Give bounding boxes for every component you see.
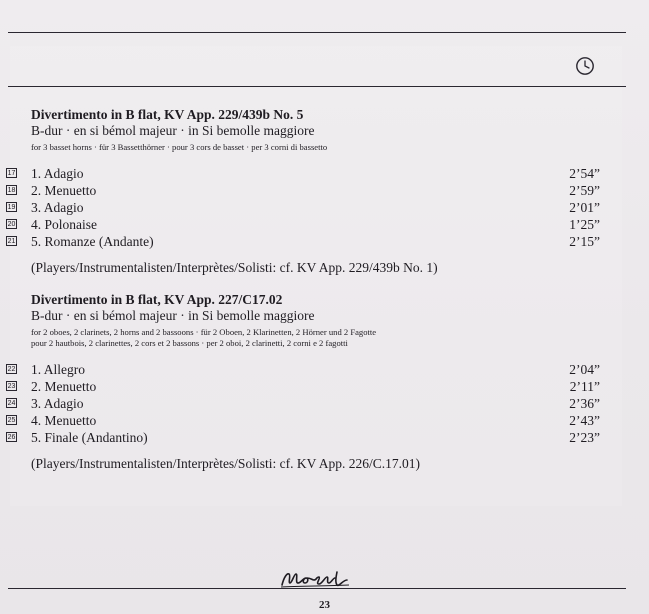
- track-title: 5. Finale (Andantino): [31, 430, 148, 445]
- track-row: [6, 395, 600, 412]
- track-number-badge: 24: [7, 400, 16, 407]
- track-duration: 2’36”: [569, 396, 600, 411]
- track-number-badge: 17: [7, 170, 16, 177]
- track-duration: 1’25”: [569, 217, 600, 232]
- track-title: 3. Adagio: [31, 396, 84, 411]
- track-row: [6, 233, 600, 250]
- track-number-badge: 19: [7, 204, 16, 211]
- track-title: 1. Allegro: [31, 362, 85, 377]
- mozart-signature-icon: [279, 568, 353, 590]
- work2-instrumentation-line1: for 2 oboes, 2 clarinets, 2 horns and 2 bassoons · für 2 Oboen, 2 Klarinetten, 2 Hörner und 2 Fagotte: [31, 327, 377, 337]
- track-duration: 2’11”: [569, 379, 600, 394]
- track-row: [6, 182, 600, 199]
- track-duration: 2’43”: [569, 413, 600, 428]
- track-row: [6, 412, 600, 429]
- track-row: [6, 429, 600, 446]
- track-row: [6, 216, 600, 233]
- top-rule: [8, 32, 626, 33]
- work2-subtitle: B-dur · en si bémol majeur · in Si bemolle maggiore: [31, 308, 315, 323]
- track-title: 4. Polonaise: [31, 217, 97, 232]
- track-title: 3. Adagio: [31, 200, 84, 215]
- work2-players-note: (Players/Instrumentalisten/Interprètes/Solisti: cf. KV App. 226/C.17.01): [31, 456, 420, 471]
- track-title: 2. Menuetto: [31, 379, 97, 394]
- track-row: [6, 361, 600, 378]
- track-number-badge: 25: [7, 417, 16, 424]
- track-title: 2. Menuetto: [31, 183, 97, 198]
- work1-instrumentation: for 3 basset horns · für 3 Bassetthörner · pour 3 cors de basset · per 3 corni di bassetto: [31, 142, 328, 152]
- track-duration: 2’04”: [569, 362, 600, 377]
- work1-players-note: (Players/Instrumentalisten/Interprètes/Solisti: cf. KV App. 229/439b No. 1): [31, 260, 438, 275]
- track-duration: 2’23”: [569, 430, 600, 445]
- track-duration: 2’54”: [569, 166, 600, 181]
- track-duration: 2’15”: [569, 234, 600, 249]
- work2-header: [31, 292, 376, 349]
- track-title: 5. Romanze (Andante): [31, 234, 154, 249]
- footer-rule: [8, 588, 626, 589]
- track-row: [6, 165, 600, 182]
- track-duration: 2’01”: [569, 200, 600, 215]
- track-row: [6, 199, 600, 216]
- work1-title: Divertimento in B flat, KV App. 229/439b No. 5: [31, 107, 304, 122]
- work2-title: Divertimento in B flat, KV App. 227/C17.02: [31, 292, 283, 307]
- page-number: 23: [319, 599, 330, 611]
- track-title: 1. Adagio: [31, 166, 84, 181]
- track-duration: 2’59”: [569, 183, 600, 198]
- track-number-badge: 26: [7, 434, 16, 441]
- track-number-badge: 21: [7, 238, 16, 245]
- track-number-badge: 23: [7, 383, 16, 390]
- track-title: 4. Menuetto: [31, 413, 97, 428]
- header-rule: [8, 86, 626, 87]
- track-number-badge: 18: [7, 187, 16, 194]
- track-number-badge: 22: [7, 366, 16, 373]
- track-row: [6, 378, 600, 395]
- work1-header: [31, 107, 327, 153]
- clock-icon: [575, 56, 595, 76]
- work2-instrumentation-line2: pour 2 hautbois, 2 clarinettes, 2 cors et 2 bassons · per 2 oboi, 2 clarinetti, 2 corni e 2 fagotti: [31, 338, 348, 348]
- track-number-badge: 20: [7, 221, 16, 228]
- work1-subtitle: B-dur · en si bémol majeur · in Si bemolle maggiore: [31, 123, 315, 138]
